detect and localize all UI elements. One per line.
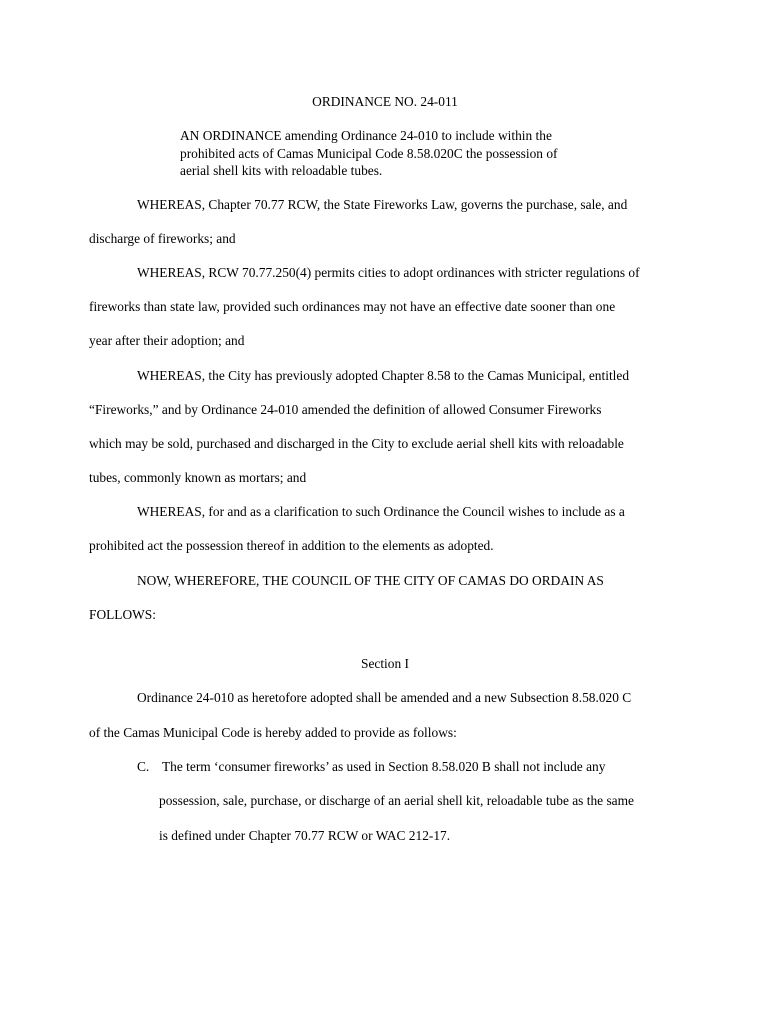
summary-line: prohibited acts of Camas Municipal Code 8.58.020C the possession of — [180, 146, 558, 161]
recital-line: fireworks than state law, provided such ordinances may not have an effective date sooner than one — [89, 299, 616, 314]
subsection-letter: C. — [137, 759, 150, 774]
subsection-line: possession, sale, purchase, or discharge of an aerial shell kit, reloadable tube as the same — [159, 793, 634, 808]
subsection-line: The term ‘consumer fireworks’ as used in Section 8.58.020 B shall not include any — [162, 759, 606, 774]
summary-line: AN ORDINANCE amending Ordinance 24-010 to include within the — [180, 128, 552, 143]
section-intro-line: of the Camas Municipal Code is hereby added to provide as follows: — [89, 725, 457, 740]
section-intro-line: Ordinance 24-010 as heretofore adopted shall be amended and a new Subsection 8.58.020 C — [137, 690, 632, 705]
recital-line: prohibited act the possession thereof in addition to the elements as adopted. — [89, 538, 494, 553]
recital-line: which may be sold, purchased and discharged in the City to exclude aerial shell kits with reloadable — [89, 436, 624, 451]
document-title: ORDINANCE NO. 24-011 — [312, 94, 458, 109]
ordain-clause-line: FOLLOWS: — [89, 607, 156, 622]
ordain-clause-line: NOW, WHEREFORE, THE COUNCIL OF THE CITY OF CAMAS DO ORDAIN AS — [137, 573, 604, 588]
recital-line: WHEREAS, Chapter 70.77 RCW, the State Fireworks Law, governs the purchase, sale, and — [137, 197, 628, 212]
recital-line: discharge of fireworks; and — [89, 231, 236, 246]
recital-line: WHEREAS, RCW 70.77.250(4) permits cities to adopt ordinances with stricter regulations of — [137, 265, 640, 280]
recital-line: WHEREAS, the City has previously adopted Chapter 8.58 to the Camas Municipal, entitled — [137, 368, 630, 383]
recital-line: “Fireworks,” and by Ordinance 24-010 amended the definition of allowed Consumer Fireworks — [89, 402, 602, 417]
summary-line: aerial shell kits with reloadable tubes. — [180, 163, 383, 178]
subsection-line: is defined under Chapter 70.77 RCW or WAC 212-17. — [159, 828, 451, 843]
recital-line: year after their adoption; and — [89, 333, 245, 348]
recital-line: tubes, commonly known as mortars; and — [89, 470, 307, 485]
recital-line: WHEREAS, for and as a clarification to such Ordinance the Council wishes to include as a — [137, 504, 625, 519]
section-heading: Section I — [361, 656, 409, 671]
